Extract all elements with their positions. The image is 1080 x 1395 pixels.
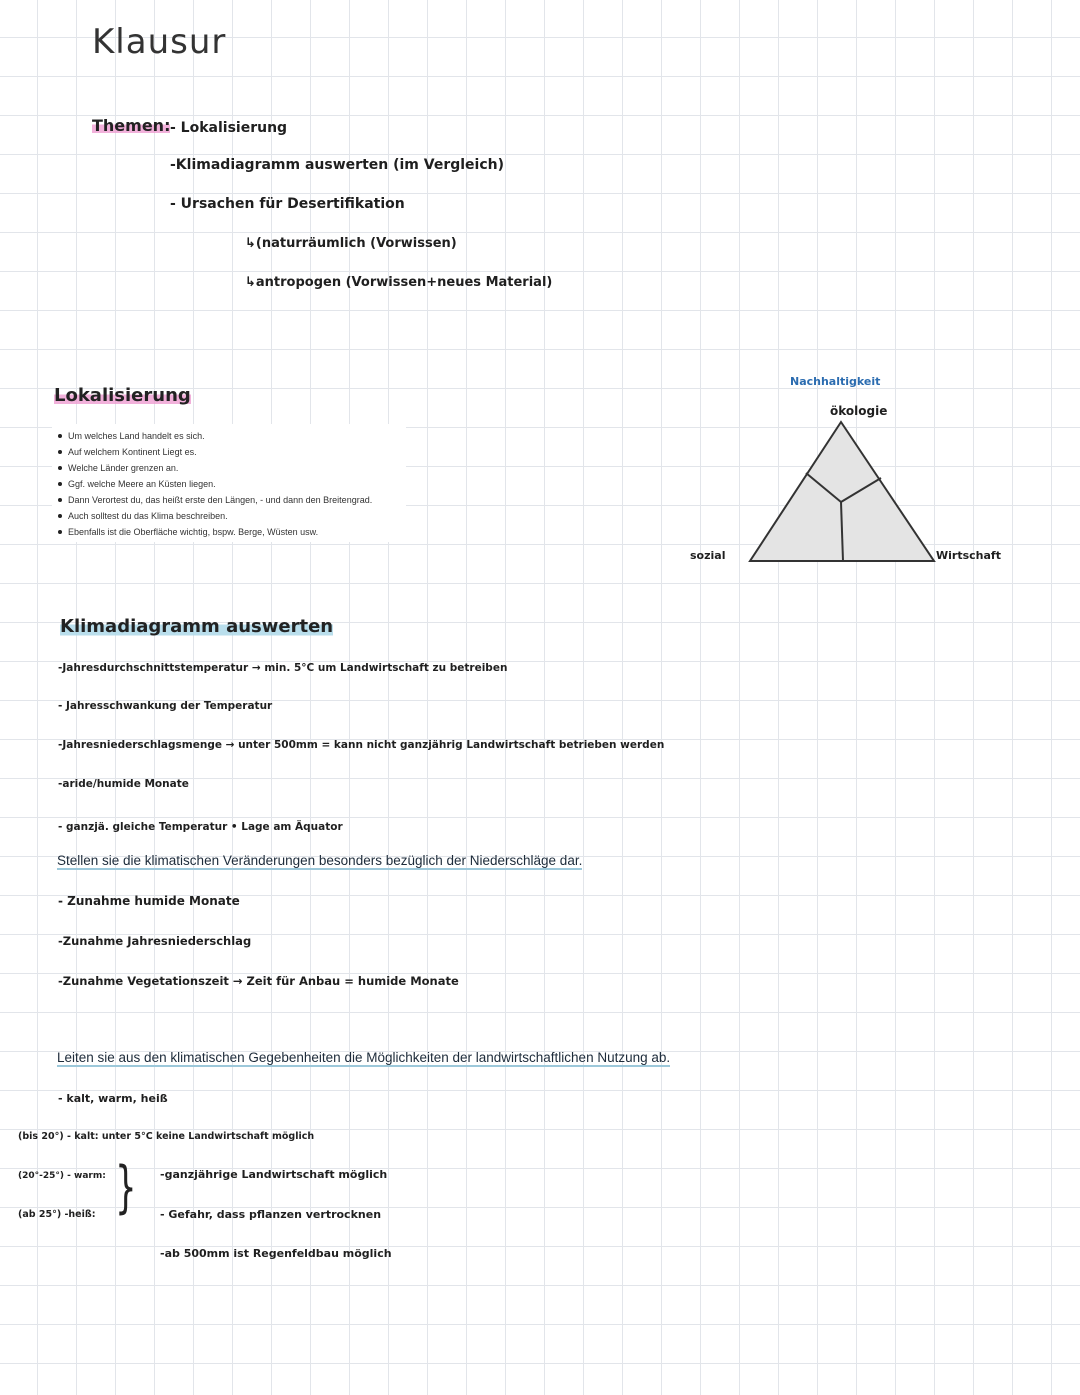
task2-line-1: - kalt, warm, heiß (58, 1092, 168, 1105)
klimadiagramm-heading: Klimadiagramm auswerten (60, 616, 334, 637)
triangle-apex-label: ökologie (830, 404, 888, 418)
themen-label: Themen: (92, 116, 171, 135)
sustainability-triangle (745, 418, 940, 566)
lokalisierung-printed-list (52, 424, 406, 542)
list-item: Welche Länder grenzen an. (68, 460, 406, 476)
lokalisierung-heading: Lokalisierung (54, 385, 191, 406)
task1-answer-3: -Zunahme Vegetationszeit → Zeit für Anbau = humide Monate (58, 974, 459, 988)
klima-line-4: -aride/humide Monate (58, 778, 189, 790)
list-item: Ebenfalls ist die Oberfläche wichtig, bspw. Berge, Wüsten usw. (68, 524, 406, 540)
klima-line-2: - Jahresschwankung der Temperatur (58, 700, 273, 712)
task1-answer-2: -Zunahme Jahresniederschlag (58, 934, 252, 948)
triangle-left-label: sozial (690, 549, 726, 562)
task1-answer-1: - Zunahme humide Monate (58, 894, 240, 908)
page-title: Klausur (92, 22, 227, 62)
triangle-top-label: Nachhaltigkeit (790, 375, 881, 388)
themen-subitem-1: ↳(naturräumlich (Vorwissen) (245, 236, 457, 251)
list-item: Um welches Land handelt es sich. (68, 428, 406, 444)
task2-heiss: (ab 25°) -heiß: (18, 1209, 96, 1220)
list-item: Auf welchem Kontinent Liegt es. (68, 444, 406, 460)
themen-item-3: - Ursachen für Desertifikation (170, 196, 405, 212)
task2-brace-item-3: -ab 500mm ist Regenfeldbau möglich (160, 1247, 392, 1260)
task2-kalt: (bis 20°) - kalt: unter 5°C keine Landwirtschaft möglich (18, 1131, 315, 1142)
task-2-prompt: Leiten sie aus den klimatischen Gegebenheiten die Möglichkeiten der landwirtschaftlichen Nutzung ab. (57, 1050, 671, 1065)
klima-line-3: -Jahresniederschlagsmenge → unter 500mm = kann nicht ganzjährig Landwirtschaft betrieben werden (58, 739, 665, 751)
task2-brace-item-2: - Gefahr, dass pflanzen vertrocknen (160, 1208, 382, 1221)
themen-subitem-2: ↳antropogen (Vorwissen+neues Material) (245, 275, 553, 290)
list-item: Ggf. welche Meere an Küsten liegen. (68, 476, 406, 492)
themen-item-2: -Klimadiagramm auswerten (im Vergleich) (170, 157, 504, 173)
klima-line-1: -Jahresdurchschnittstemperatur → min. 5°C um Landwirtschaft zu betreiben (58, 662, 508, 674)
task2-warm: (20°-25°) - warm: (18, 1171, 106, 1181)
task-1-prompt: Stellen sie die klimatischen Veränderungen besonders bezüglich der Niederschläge dar. (57, 853, 583, 868)
triangle-right-label: Wirtschaft (936, 549, 1001, 562)
task2-brace-item-1: -ganzjährige Landwirtschaft möglich (160, 1168, 388, 1181)
list-item: Auch solltest du das Klima beschreiben. (68, 508, 406, 524)
curly-brace: } (115, 1155, 137, 1220)
klima-line-5: - ganzjä. gleiche Temperatur • Lage am Äquator (58, 821, 343, 833)
list-item: Dann Verortest du, das heißt erste den Längen, - und dann den Breitengrad. (68, 492, 406, 508)
themen-item-1: - Lokalisierung (170, 120, 288, 136)
